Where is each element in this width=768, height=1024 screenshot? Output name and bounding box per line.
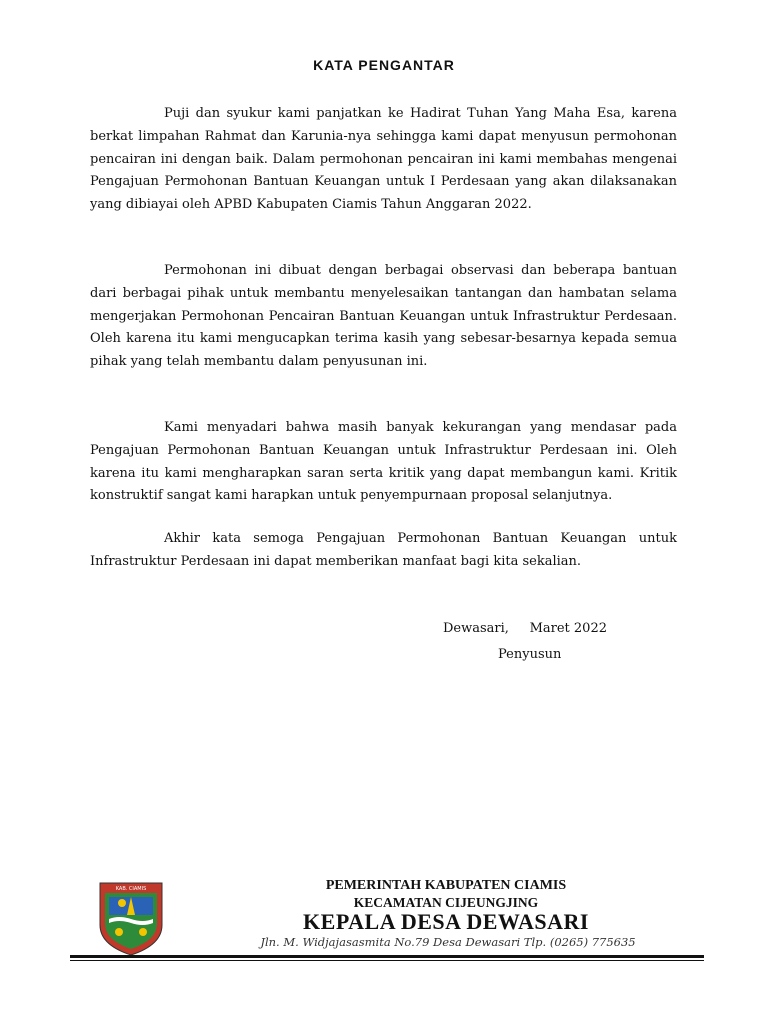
letterhead-line-2: KECAMATAN CIJEUNGJING [353, 895, 539, 910]
paragraph-3: Kami menyadari bahwa masih banyak kekurangan yang mendasar pada Pengajuan Permohonan Bantuan Keuangan untuk Infrastruktur Perdesaan ini. Oleh karena itu kami mengharapkan saran serta kritik yang dapat membangun kami. Kritik konstruktif sangat kami harapkan untuk penyempurnaan proposal selanjutnya. [90, 420, 677, 504]
letterhead-divider-thin [70, 960, 704, 961]
emblem-label: KAB. CIAMIS [115, 886, 147, 892]
paragraph-4: Akhir kata semoga Pengajuan Permohonan Bantuan Keuangan untuk Infrastruktur Perdesaan ini dapat memberikan manfaat bagi kita sekalian. [90, 531, 677, 569]
signature-place-date: Dewasari, Maret 2022 [443, 621, 607, 636]
letterhead-divider-thick [70, 955, 704, 958]
paragraph-1: Puji dan syukur kami panjatkan ke Hadirat Tuhan Yang Maha Esa, karena berkat limpahan Rahmat dan Karunia-nya sehingga kami dapat menyusun permohonan pencairan ini dengan baik. Dalam permohonan pencairan ini kami membahas mengenai Pengajuan Permohonan Bantuan Keuangan untuk I Perdesaan yang akan dilaksanakan yang dibiayai oleh APBD Kabupaten Ciamis Tahun Anggaran 2022. [90, 106, 677, 213]
letterhead-line-1: PEMERINTAH KABUPATEN CIAMIS [325, 878, 567, 893]
letterhead-line-3: KEPALA DESA DEWASARI [303, 909, 589, 934]
ciamis-emblem-logo [97, 879, 165, 957]
paragraph-2: Permohonan ini dibuat dengan berbagai observasi dan beberapa bantuan dari berbagai pihak untuk membantu menyelesaikan tantangan dan hambatan selama mengerjakan Permohonan Pencairan Bantuan Keuangan untuk Infrastruktur Perdesaan. Oleh karena itu kami mengucapkan terima kasih yang sebesar-besarnya kepada semua pihak yang telah membantu dalam penyusunan ini. [90, 263, 677, 370]
page-title: KATA PENGANTAR [313, 57, 455, 73]
signature-role: Penyusun [498, 647, 562, 662]
letterhead-address: Jln. M. Widjajasasmita No.79 Desa Dewasari Tlp. (0265) 775635 [260, 935, 636, 949]
